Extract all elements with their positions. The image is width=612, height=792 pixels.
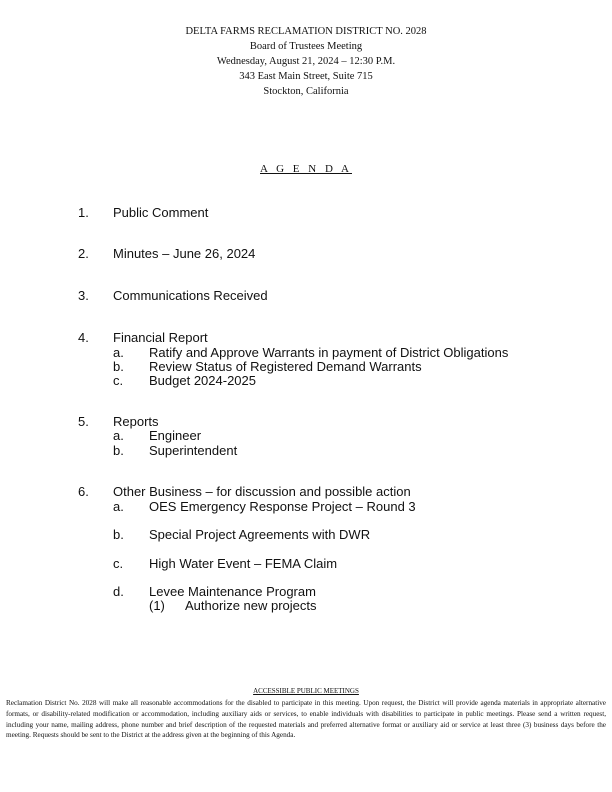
subitem-text: Superintendent [149,443,238,458]
meeting-address: 343 East Main Street, Suite 715 [239,71,373,82]
subitem-letter: (1) [149,598,165,613]
accessible-meetings-title: ACCESSIBLE PUBLIC MEETINGS [253,687,359,695]
subitem-letter: b. [113,443,124,458]
agenda-item-text: Public Comment [113,205,209,220]
agenda-item-number: 2. [78,246,89,261]
subitem-letter: d. [113,584,124,599]
agenda-item-text: Communications Received [113,288,268,303]
subitem-letter: a. [113,345,124,360]
agenda-item-text: Other Business – for discussion and possible action [113,484,411,499]
agenda-item-number: 6. [78,484,89,499]
agenda-item-number: 4. [78,330,89,345]
subitem-letter: c. [113,556,124,571]
subitem-text: Engineer [149,428,202,443]
agenda-item-number: 3. [78,288,89,303]
subitem-letter: a. [113,499,124,514]
subitem-text: Authorize new projects [185,598,317,613]
agenda-item-number: 5. [78,414,89,429]
meeting-city: Stockton, California [263,86,349,97]
subitem-letter: a. [113,428,124,443]
subitem-letter: b. [113,359,124,374]
agenda-header [0,24,612,99]
agenda-item-text: Reports [113,414,159,429]
subitem-text: Levee Maintenance Program [149,584,316,599]
district-name: DELTA FARMS RECLAMATION DISTRICT NO. 2028 [185,26,427,37]
subitem-text: Budget 2024-2025 [149,373,256,388]
meeting-name: Board of Trustees Meeting [249,41,363,52]
agenda-item-number: 1. [78,205,89,220]
subitem-text: Review Status of Registered Demand Warrants [149,359,422,374]
agenda-item-text: Minutes – June 26, 2024 [113,246,256,261]
subitem-letter: b. [113,527,124,542]
agenda-item-text: Financial Report [113,330,208,345]
subitem-text: Special Project Agreements with DWR [149,527,371,542]
subitem-text: Ratify and Approve Warrants in payment of District Obligations [149,345,509,360]
subitem-letter: c. [113,373,124,388]
subitem-text: OES Emergency Response Project – Round 3 [149,499,416,514]
subitem-text: High Water Event – FEMA Claim [149,556,338,571]
meeting-datetime: Wednesday, August 21, 2024 – 12:30 P.M. [216,56,396,67]
agenda-title: A G E N D A [260,163,352,175]
accessible-meetings-body: Reclamation District No. 2028 will make all reasonable accommodations for the disabled to participate in this meeting. Upon request, the District will provide agenda materials in appropriate alternative formats, or disability-related modification or accommodation, including auxiliary aids or services, to enable individuals with disabilities to participate in public meetings. Please send a written request, including your name, mailing address, phone number and brief description of the requested materials and preferred alternative format or auxiliary aid or service at least three (3) business days before the meeting. Requests should be sent to the District at the address given at the beginning of this Agenda. [6,699,606,740]
